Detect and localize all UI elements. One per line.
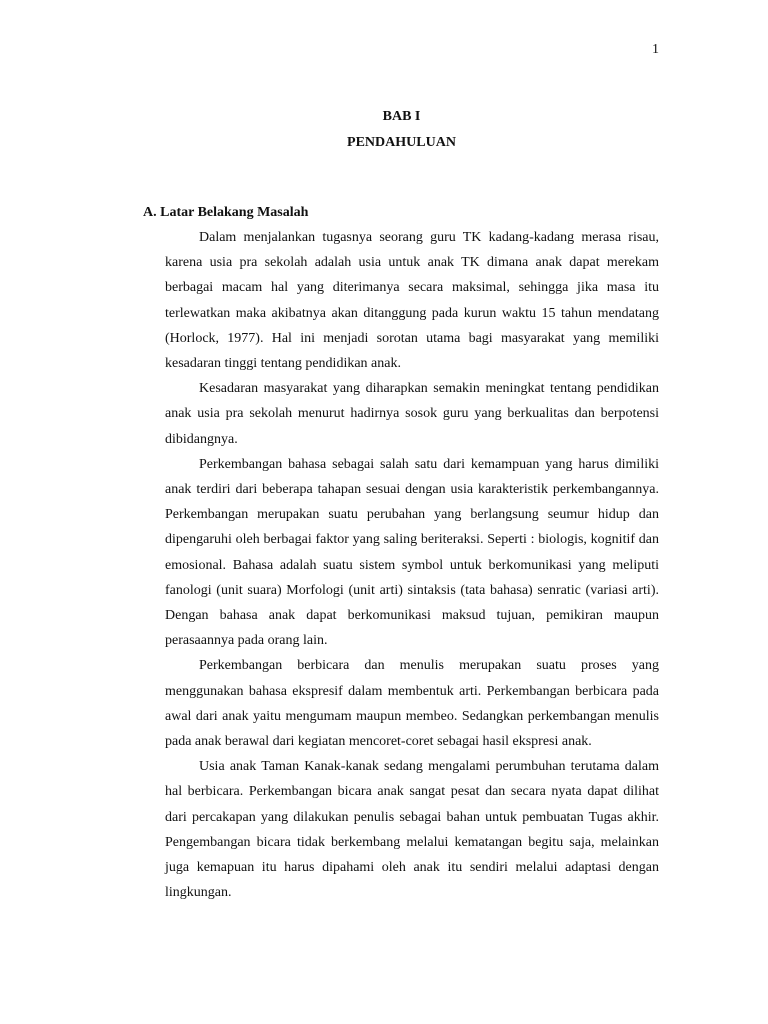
body-text [165,225,659,905]
section-heading: A. Latar Belakang Masalah [143,205,309,220]
paragraph: Perkembangan berbicara dan menulis merupakan suatu proses yang menggunakan bahasa ekspresif dalam membentuk arti. Perkembangan berbicara pada awal dari anak yaitu mengumam maupun membeo. Sedangkan perkembangan menulis pada anak berawal dari kegiatan mencoret-coret sebagai hasil ekspresi anak. [165,658,659,750]
paragraph: Kesadaran masyarakat yang diharapkan semakin meningkat tentang pendidikan anak usia pra sekolah menurut hadirnya sosok guru yang berkualitas dan berpotensi dibidangnya. [165,381,659,447]
paragraph: Perkembangan bahasa sebagai salah satu dari kemampuan yang harus dimiliki anak terdiri dari beberapa tahapan sesuai dengan usia karakteristik perkembangannya. Perkembangan merupakan suatu perubahan yang berlangsung seumur hidup dan dipengaruhi oleh berbagai faktor yang saling beriteraksi. Seperti : biologis, kognitif dan emosional. Bahasa adalah suatu sistem symbol untuk berkomunikasi yang meliputi fanologi (unit suara) Morfologi (unit arti) sintaksis (tata bahasa) senratic (variasi arti). Dengan bahasa anak dapat berkomunikasi maksud tujuan, pemikiran maupun perasaannya pada orang lain. [165,456,659,649]
chapter-label: BAB I [382,109,421,124]
paragraph: Usia anak Taman Kanak-kanak sedang mengalami perumbuhan terutama dalam hal berbicara. Perkembangan bicara anak sangat pesat dan secara nyata dapat dilihat dari percakapan yang dilakukan penulis sebagai bahan untuk pembuatan Tugas akhir. Pengembangan bicara tidak berkembang melalui kematangan begitu saja, melainkan juga kemapuan itu harus dipahami oleh anak itu sendiri melalui adaptasi dengan lingkungan. [165,759,659,901]
page-number: 1 [652,42,659,57]
paragraph: Dalam menjalankan tugasnya seorang guru TK kadang-kadang merasa risau, karena usia pra sekolah adalah usia untuk anak TK dimana anak dapat merekam berbagai macam hal yang diterimanya secara maksimal, sehingga jika masa itu terlewatkan maka akibatnya akan ditanggung pada kurun waktu 15 tahun mendatang (Horlock, 1977). Hal ini menjadi sorotan utama bagi masyarakat yang memiliki kesadaran tinggi tentang pendidikan anak. [165,230,659,372]
chapter-header [0,104,768,156]
chapter-title: PENDAHULUAN [347,135,456,150]
